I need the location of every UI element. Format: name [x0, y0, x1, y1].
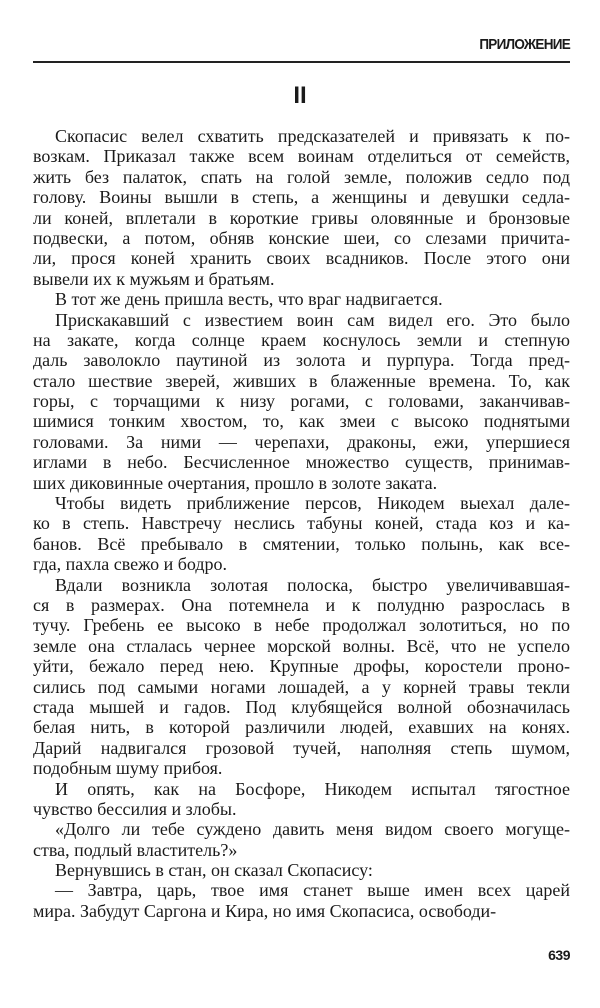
text-line: земле она стлалась чернее морской волны. Всё, что не успело: [33, 635, 570, 656]
paragraph: [33, 493, 570, 575]
text-line: подвески, а потом, обняв конские шеи, со слезами причита-: [33, 227, 570, 248]
text-line: ся в размерах. Она потемнела и к полудню разрослась в: [33, 594, 570, 615]
paragraph: [33, 126, 570, 289]
text-line: мира. Забудут Саргона и Кира, но имя Скопасиса, освободи-: [33, 900, 497, 921]
text-line: ко в степь. Навстречу неслись табуны коней, стада коз и ка-: [33, 513, 570, 534]
header-rule: [33, 61, 570, 63]
text-line: Вдали возникла золотая полоска, быстро увеличивавшая-: [55, 574, 570, 595]
text-line: жить без палаток, спать на голой земле, положив седло под: [33, 166, 570, 187]
text-line: иглами в небо. Бесчисленное множество существ, принимав-: [33, 452, 570, 473]
paragraph: [33, 575, 570, 779]
page-number: 639: [548, 947, 570, 963]
text-line: возкам. Приказал также всем воинам отделиться от семейств,: [33, 146, 570, 167]
paragraph: [33, 880, 570, 921]
text-line: на закате, когда солнце краем коснулось земли и степную: [33, 329, 570, 350]
text-line: головами. За ними — черепахи, драконы, ежи, упершиеся: [33, 431, 570, 452]
paragraph: [33, 310, 570, 494]
text-line: голову. Воины вышли в степь, а женщины и девушки седла-: [33, 187, 570, 208]
text-line: стада мышей и гадов. Под клубящейся волной обозначилась: [33, 696, 570, 717]
text-line: ства, подлый властитель?»: [33, 839, 238, 860]
text-line: гда, пахла свежо и бодро.: [33, 554, 228, 575]
text-line: чувство бессилия и злобы.: [33, 798, 237, 819]
text-line: В тот же день пришла весть, что враг надвигается.: [55, 289, 443, 310]
text-line: «Долго ли тебе суждено давить меня видом своего могуще-: [55, 819, 570, 840]
paragraph: [33, 819, 570, 860]
text-line: подобным шуму прибоя.: [33, 758, 223, 779]
text-line: Скопасис велел схватить предсказателей и привязать к по-: [55, 126, 570, 146]
text-line: шимися тонким хвостом, то, как змеи с высоко поднятыми: [33, 411, 570, 432]
text-line: ших диковинные очертания, прошло в золоте заката.: [33, 472, 438, 493]
text-line: вывели их к мужьям и братьям.: [33, 268, 275, 289]
paragraph: [33, 860, 570, 880]
paragraph: [33, 779, 570, 820]
text-line: ли, прося коней хранить своих всадников. После этого они: [33, 248, 570, 269]
text-line: банов. Всё пребывало в смятении, только полынь, как все-: [33, 533, 570, 554]
text-line: тучу. Гребень ее высоко в небе продолжал золотиться, но по: [33, 615, 570, 636]
text-line: Чтобы видеть приближение персов, Никодем выехал дале-: [55, 493, 570, 514]
text-line: сились под самыми ногами лошадей, а у корней травы текли: [33, 676, 570, 697]
text-line: даль заволокло паутиной из золота и пурпура. Тогда пред-: [33, 350, 570, 371]
text-line: — Завтра, царь, твое имя станет выше имен всех царей: [55, 880, 570, 901]
text-line: ли коней, вплетали в короткие гривы оловянные и бронзовые: [33, 207, 570, 228]
body-text: [33, 126, 570, 921]
text-line: Вернувшись в стан, он сказал Скопасису:: [55, 860, 373, 881]
running-header: ПРИЛОЖЕНИЕ: [479, 36, 570, 53]
text-line: Прискакавший с известием воин сам видел его. Это было: [55, 309, 570, 330]
text-line: уйти, бежало перед нею. Крупные дрофы, коростели проно-: [33, 656, 570, 677]
paragraph: [33, 289, 570, 309]
text-line: стало шествие зверей, живших в блаженные времена. То, как: [33, 370, 570, 391]
text-line: И опять, как на Босфоре, Никодем испытал тягостное: [55, 778, 570, 799]
text-line: белая нить, в которой различили людей, ехавших на конях.: [33, 717, 570, 738]
chapter-number: II: [293, 82, 307, 109]
text-line: Дарий надвигался грозовой тучей, наполняя степь шумом,: [33, 737, 570, 758]
text-line: горы, с торчащими к низу рогами, с головами, заканчивав-: [33, 391, 570, 412]
